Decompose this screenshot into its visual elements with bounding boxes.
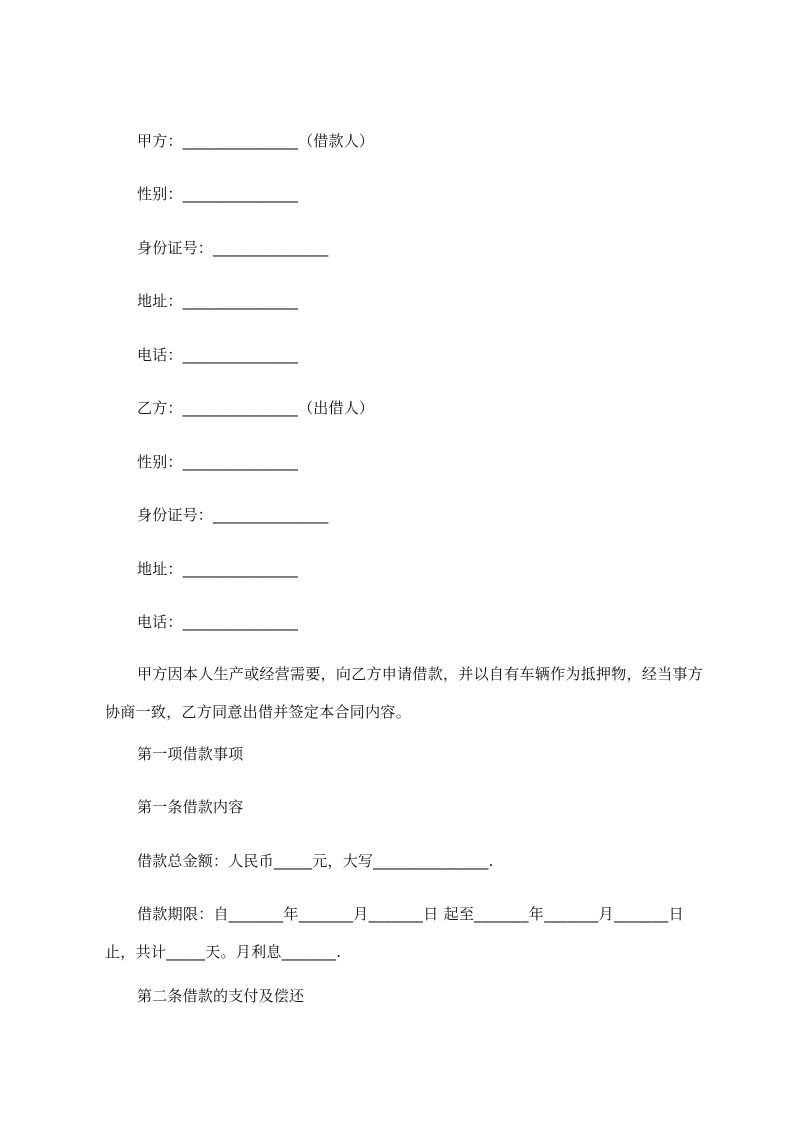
party-b-name-line: 乙方：_______________（出借人） (137, 399, 375, 417)
section-1-title: 第一项借款事项 (137, 745, 244, 763)
party-a-name-line: 甲方：_______________（借款人） (137, 132, 375, 150)
party-a-phone-line: 电话：_______________ (137, 346, 299, 364)
party-b-phone-line: 电话：_______________ (137, 613, 299, 631)
party-a-address-line: 地址：_______________ (137, 292, 299, 310)
party-b-address-line: 地址：_______________ (137, 560, 299, 578)
loan-amount-line: 借款总金额：人民币_____元，大写_______________. (137, 852, 494, 870)
article-2-title: 第二条借款的支付及偿还 (137, 987, 305, 1005)
loan-term-text: 借款期限：自_______年_______月_______日 起至_______年_______月_______日 止，共计_____天。月利息_______. (105, 905, 684, 961)
intro-text: 甲方因本人生产或经营需要，向乙方申请借款，并以自有车辆作为抵押物，经当事方协商一致，乙方同意出借并签定本合同内容。 (105, 665, 704, 721)
intro-paragraph (105, 655, 705, 731)
party-a-id-line: 身份证号：_______________ (137, 239, 329, 257)
loan-term-paragraph (105, 895, 705, 971)
party-b-gender-line: 性别：_______________ (137, 453, 299, 471)
party-a-gender-line: 性别：_______________ (137, 185, 299, 203)
party-b-id-line: 身份证号：_______________ (137, 506, 329, 524)
article-1-title: 第一条借款内容 (137, 798, 244, 816)
